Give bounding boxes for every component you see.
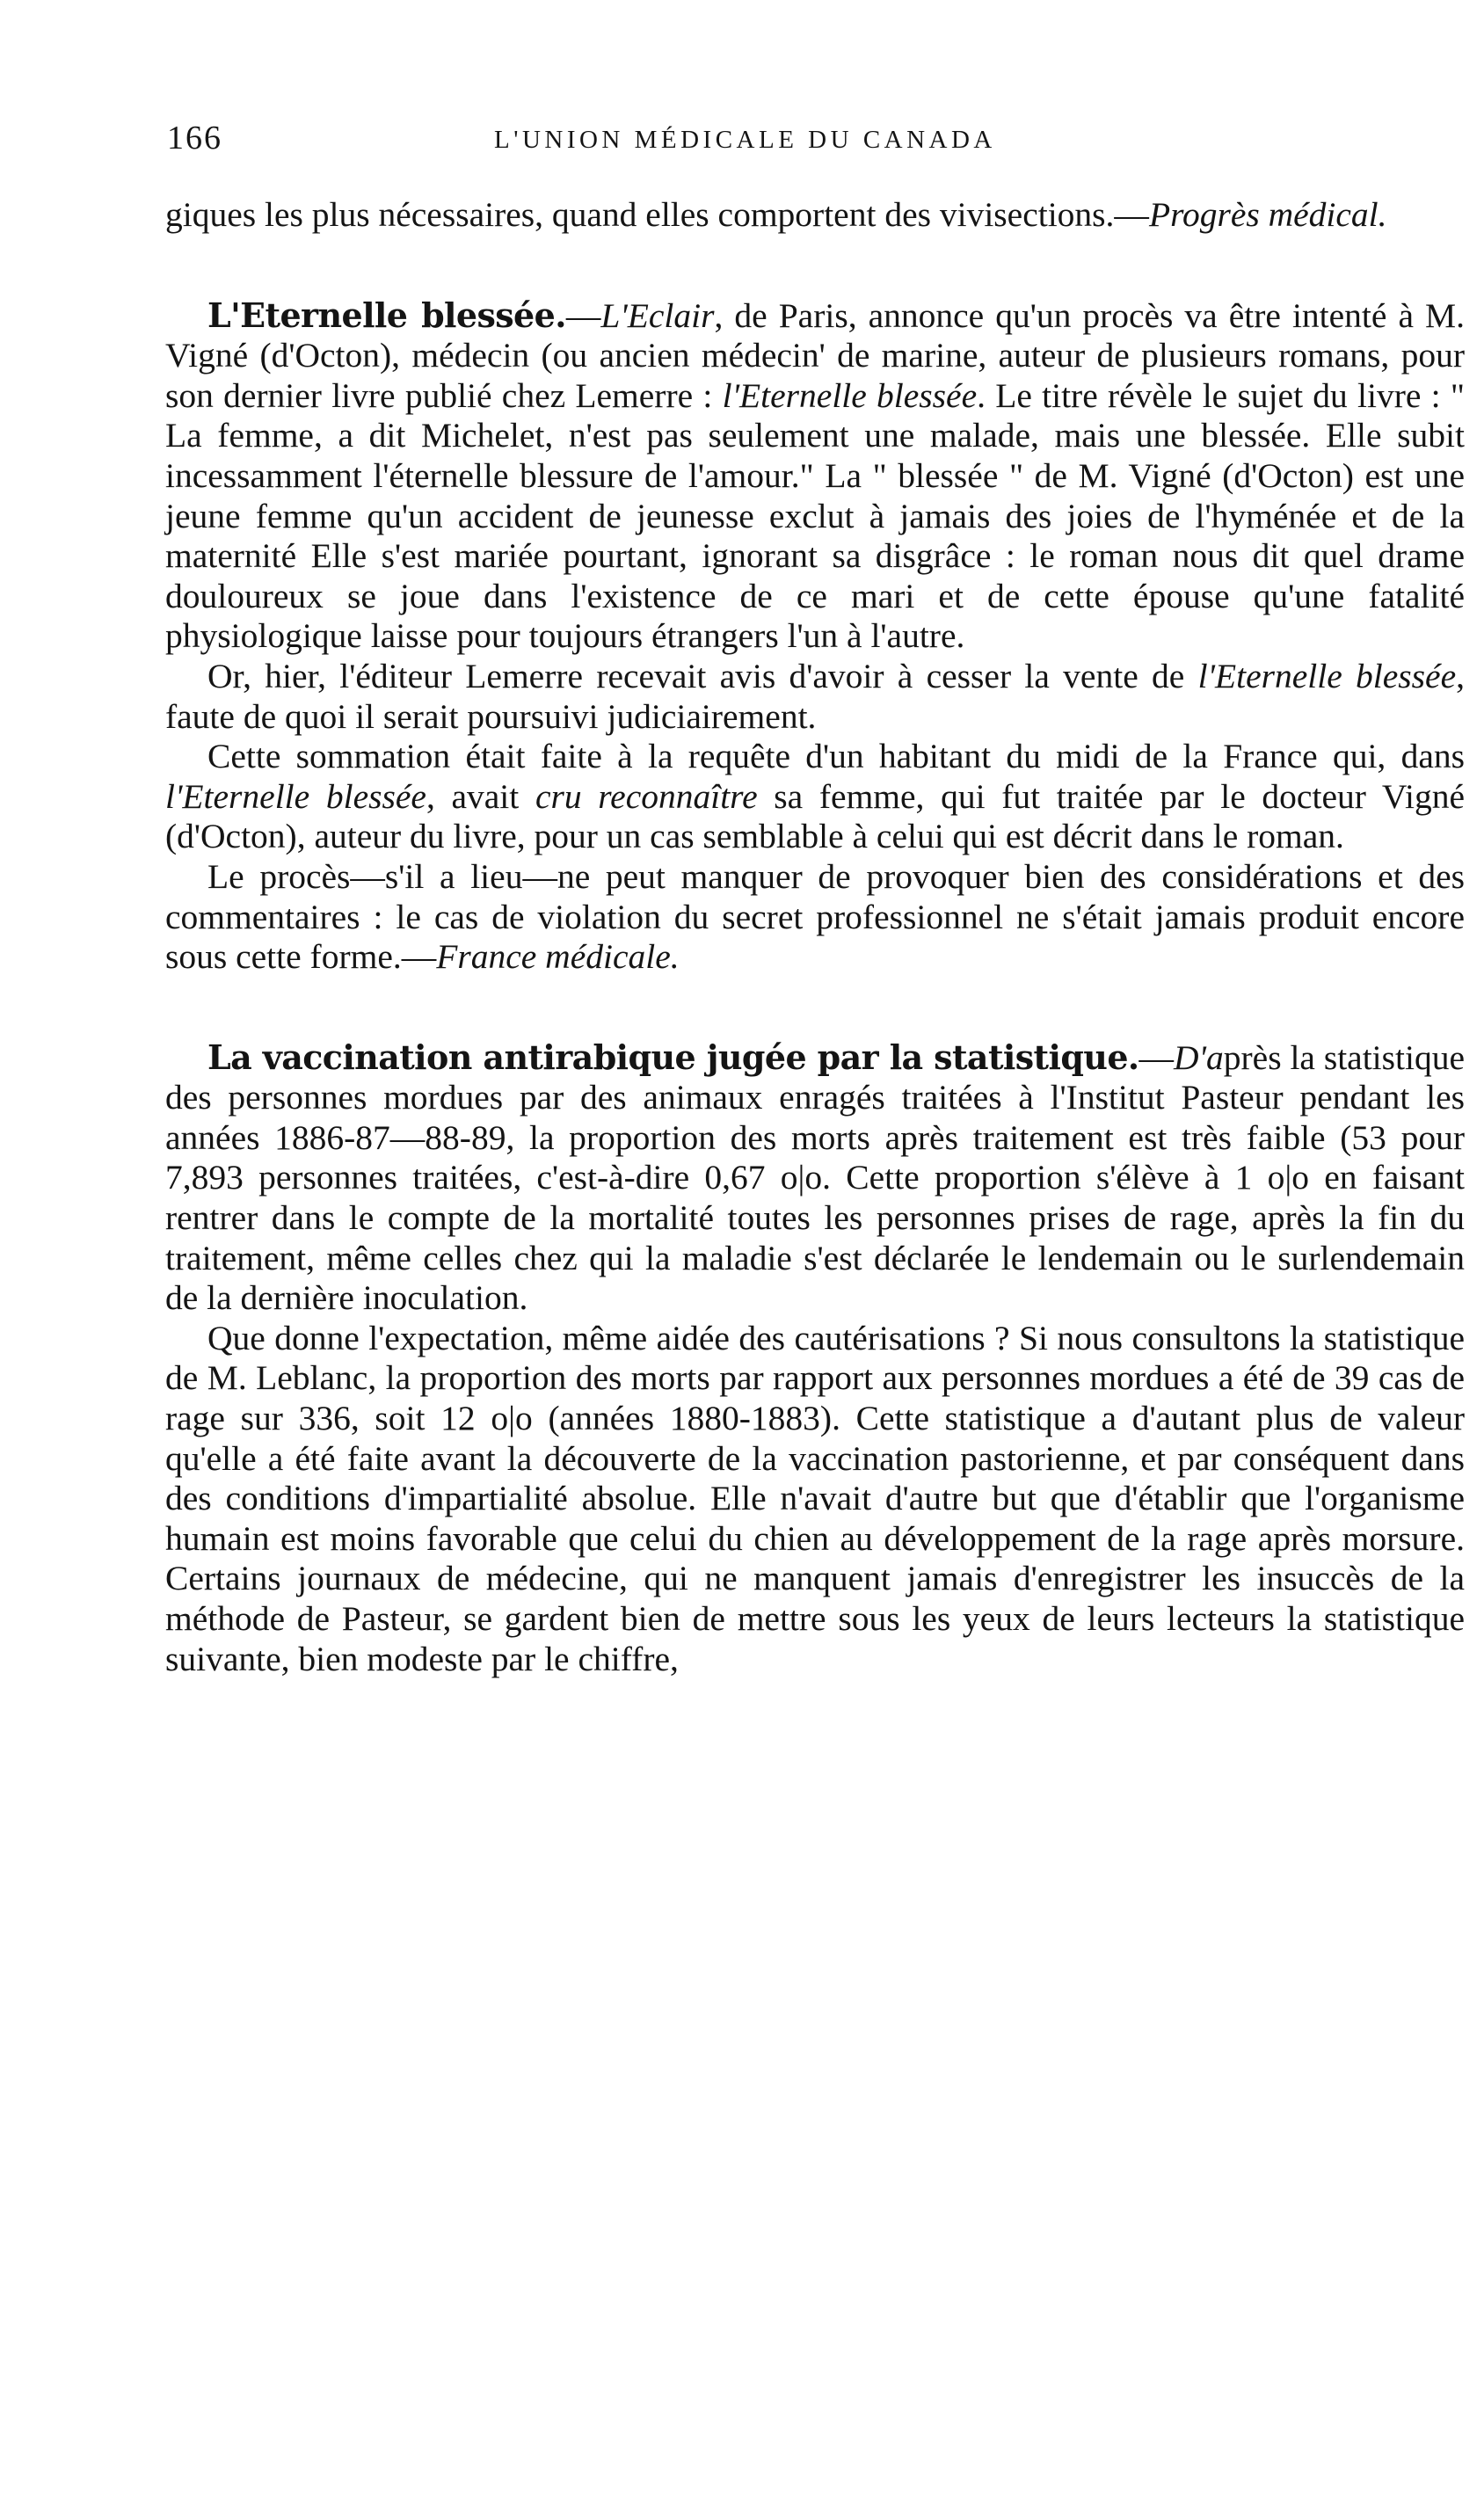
paragraph-text: sa femme, qui fut traitée par le docteur Vigné (d'Octon), auteur du livre, pour un cas semblable à celui qui est décrit dans le roman. [165,776,1465,856]
article-vaccination-paragraph-2 [165,1319,1465,1679]
article-vaccination-title: La vaccination antirabique jugée par la statistique. [207,1037,1139,1077]
running-head [167,119,1468,171]
paragraph-text: Le procès—s'il a lieu—ne peut manquer de provoquer bien des considérations et des commentaires : le cas de violation du secret professionnel ne s'était jamais produit encore sous cette forme.— [165,856,1465,977]
paragraph-text: , avait [426,776,535,816]
book-title: l'Eternelle blessée [1197,656,1457,695]
paragraph-text: Cette sommation était faite à la requête d'un habitant du midi de la France qui, dans [207,737,1465,776]
paragraph-text: Que donne l'expectation, même aidée des cautérisations ? Si nous consultons la statistique de M. Leblanc, la proportion des morts par rapport aux personnes mordues a été de 39 cas de rage sur 336, soit 12 o|o (années 1880-1883). Cette statistique a d'autant plus de valeur qu'elle a été faite avant la découverte de la vaccination pastorienne, et par conséquent dans des conditions d'impartialité absolue. Elle n'avait d'autre but que d'établir que l'organisme humain est moins favorable que celui du chien au développement de la rage après morsure. Certains journaux de médecine, qui ne manquent jamais d'enregistrer les insuccès de la méthode de Pasteur, se gardent bien de mettre sous les yeux de leurs lecteurs la statistique suivante, bien modeste par le chiffre, [165,1318,1465,1678]
source-france-medicale: France médicale. [436,937,680,977]
book-title: l'Eternelle blessée [165,776,426,816]
lead-word: D'a [1174,1037,1224,1077]
source-eclair: L'Eclair [600,295,715,335]
italic-phrase: cru reconnaître [535,776,758,816]
paragraph-text: , faute de quoi il serait poursuivi judiciairement. [165,656,1465,736]
page-number: 166 [167,120,222,156]
paragraph-text: , de Paris, annonce qu'un procès va être intenté à M. Vigné (d'Octon), médecin (ou ancien médecin' de marine, auteur de plusieurs romans, pour son dernier livre publié chez Lemerre : [165,295,1465,415]
dash: — [1138,1037,1175,1077]
paragraph-text: près la statistique des personnes mordues par des animaux enragés traitées à l'Institut Pasteur pendant les années 1886-87—88-89, la proportion des morts après traitement est très faible (53 pour 7,893 personnes traitées, c'est-à-dire 0,67 o|o. Cette proportion s'élève à 1 o|o en faisant rentrer dans le compte de la mortalité toutes les personnes prises de rage, après la fin du traitement, même celles chez qui la maladie s'est déclarée le lendemain ou le surlendemain de la dernière inoculation. [165,1037,1466,1318]
continuation-text: giques les plus nécessaires, quand elles comportent des vivisections.— [165,195,1149,234]
article-eternelle-paragraph-2 [165,657,1465,737]
book-title: l'Eternelle blessée [722,375,978,415]
article-vaccination-paragraph-1 [165,1037,1465,1319]
dash: — [565,295,601,335]
paragraph-text: . Le titre révèle le sujet du livre : " La femme, a dit Michelet, n'est pas seulement une malade, mais une blessée. Elle subit incessamment l'éternelle blessure de l'amour." La " blessée " de M. Vigné (d'Octon) est une jeune femme qu'un accident de jeunesse exclut à jamais des joies de l'hyménée et de la maternité Elle s'est mariée pourtant, ignorant sa disgrâce : le roman nous dit quel drame douloureux se joue dans l'existence de ce mari et de cette épouse qu'une fatalité physiologique laisse pour toujours étrangers l'un à l'autre. [165,375,1465,656]
article-eternelle-paragraph-4 [165,857,1465,978]
page-body [165,195,1465,1679]
article-eternelle-paragraph-1 [165,295,1465,657]
article-eternelle-paragraph-3 [165,737,1465,857]
article-eternelle-title: L'Eternelle blessée. [207,295,566,335]
journal-title: L'UNION MÉDICALE DU CANADA [494,126,996,154]
continuation-source: Progrès médical. [1148,195,1387,234]
continuation-paragraph [165,195,1465,236]
paragraph-text: Or, hier, l'éditeur Lemerre recevait avis d'avoir à cesser la vente de [207,656,1198,695]
